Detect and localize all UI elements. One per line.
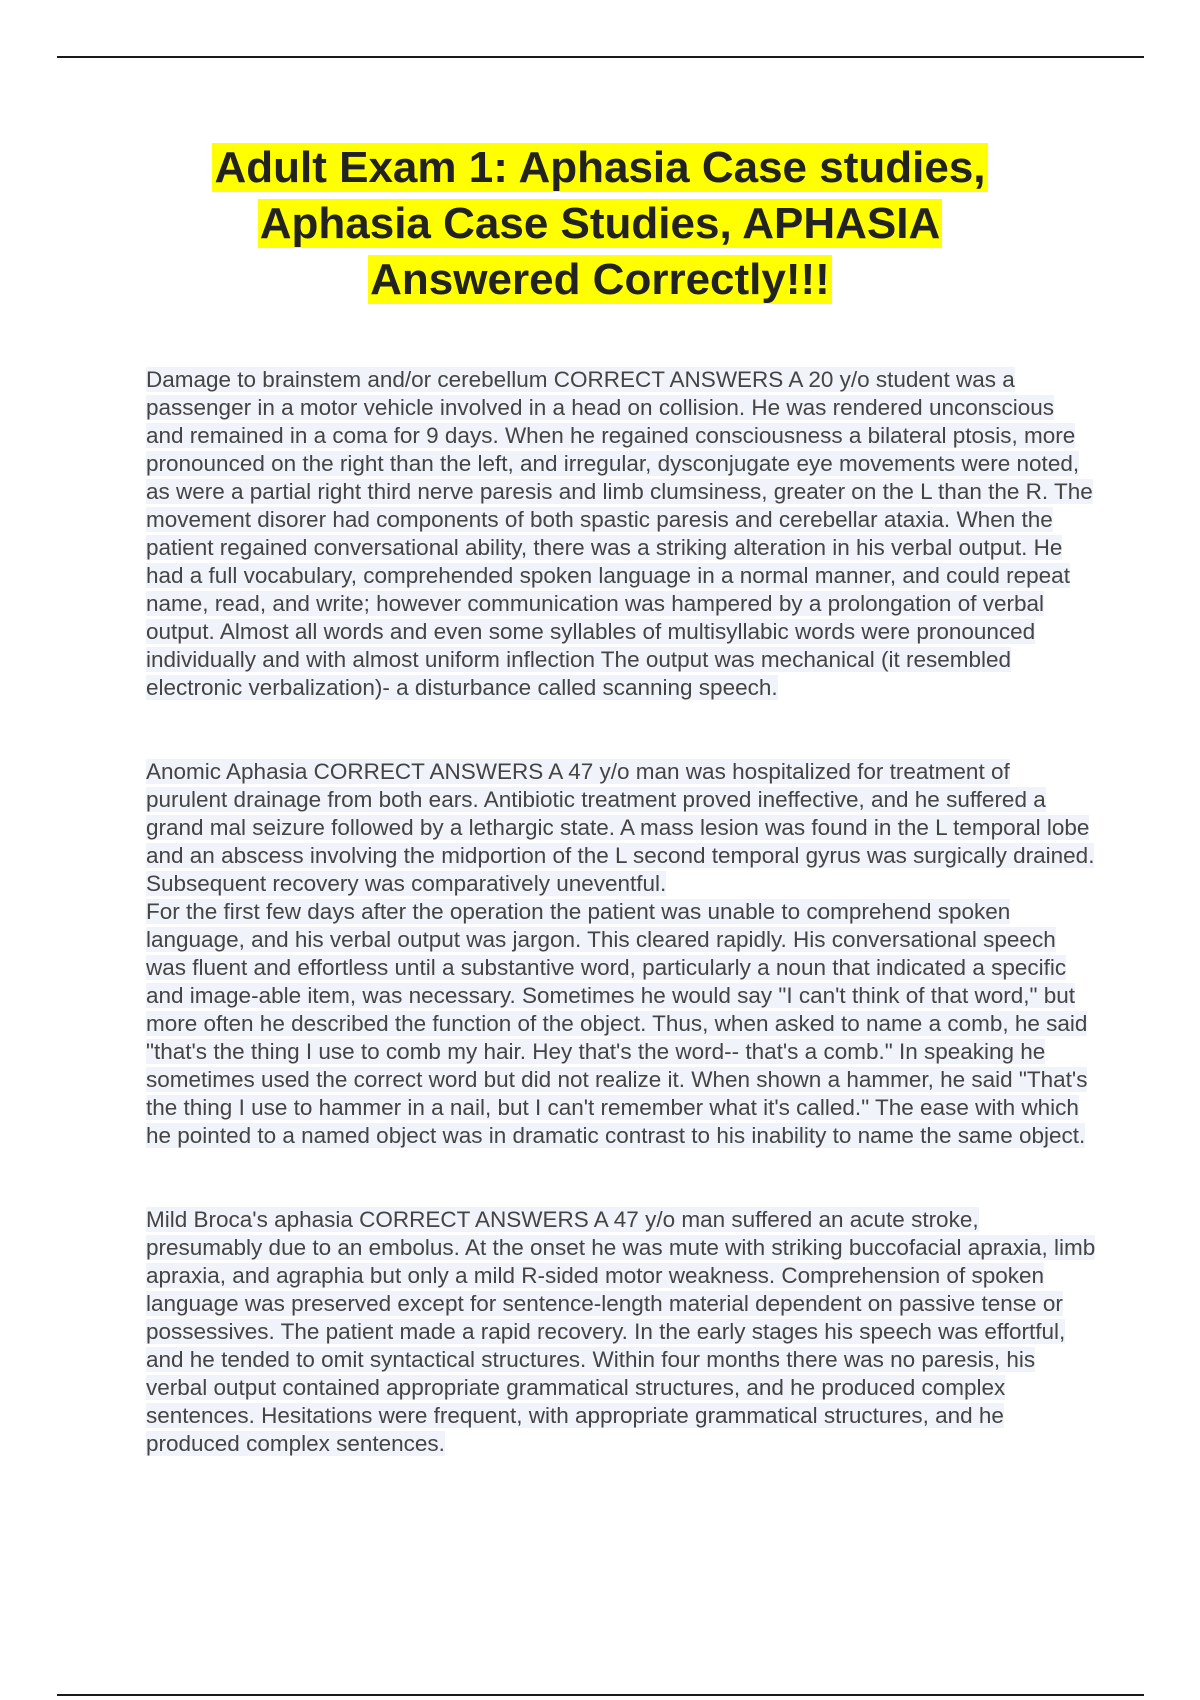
document-title: [100, 140, 1100, 308]
case-paragraph-2: [146, 730, 1096, 1150]
document-body: [146, 338, 1096, 1486]
case-paragraph-1-text: Damage to brainstem and/or cerebellum CORRECT ANSWERS A 20 y/o student was a passenger in a motor vehicle involved in a head on collision. He was rendered unconscious and remained in a coma for 9 days. When he regained consciousness a bilateral ptosis, more pronounced on the right than the left, and irregular, dysconjugate eye movements were noted, as were a partial right third nerve paresis and limb clumsiness, greater on the L than the R. The movement disorer had components of both spastic paresis and cerebellar ataxia. When the patient regained conversational ability, there was a striking alteration in his verbal output. He had a full vocabulary, comprehended spoken language in a normal manner, and could repeat name, read, and write; however communication was hampered by a prolongation of verbal output. Almost all words and even some syllables of multisyllabic words were pronounced individually and with almost uniform inflection The output was mechanical (it resembled electronic verbalization)- a disturbance called scanning speech.: [146, 367, 1093, 700]
case-paragraph-2-text: Anomic Aphasia CORRECT ANSWERS A 47 y/o man was hospitalized for treatment of purulent drainage from both ears. Antibiotic treatment proved ineffective, and he suffered a grand mal seizure followed by a lethargic state. A mass lesion was found in the L temporal lobe and an abscess involving the midportion of the L second temporal gyrus was surgically drained. Subsequent recovery was comparatively uneventful. For the first few days after the operation the patient was unable to comprehend spoken language, and his verbal output was jargon. This cleared rapidly. His conversational speech was fluent and effortless until a substantive word, particularly a noun that indicated a specific and image-able item, was necessary. Sometimes he would say "I can't think of that word," but more often he described the function of the object. Thus, when asked to name a comb, he said "that's the thing I use to comb my hair. Hey that's the word-- that's a comb." In speaking he sometimes used the correct word but did not realize it. When shown a hammer, he said "That's the thing I use to hammer in a nail, but I can't remember what it's called." The ease with which he pointed to a named object was in dramatic contrast to his inability to name the same object.: [146, 759, 1095, 1148]
title-line-1: Adult Exam 1: Aphasia Case studies,: [214, 143, 986, 192]
title-line-3: Answered Correctly!!!: [370, 255, 830, 304]
title-line-2: Aphasia Case Studies, APHASIA: [259, 199, 941, 248]
case-paragraph-3: [146, 1178, 1096, 1458]
top-rule: [57, 56, 1144, 58]
case-paragraph-3-text: Mild Broca's aphasia CORRECT ANSWERS A 47 y/o man suffered an acute stroke, presumably due to an embolus. At the onset he was mute with striking buccofacial apraxia, limb apraxia, and agraphia but only a mild R-sided motor weakness. Comprehension of spoken language was preserved except for sentence-length material dependent on passive tense or possessives. The patient made a rapid recovery. In the early stages his speech was effortful, and he tended to omit syntactical structures. Within four months there was no paresis, his verbal output contained appropriate grammatical structures, and he produced complex sentences. Hesitations were frequent, with appropriate grammatical structures, and he produced complex sentences.: [146, 1207, 1096, 1456]
case-paragraph-1: [146, 338, 1096, 702]
bottom-rule: [57, 1694, 1144, 1696]
